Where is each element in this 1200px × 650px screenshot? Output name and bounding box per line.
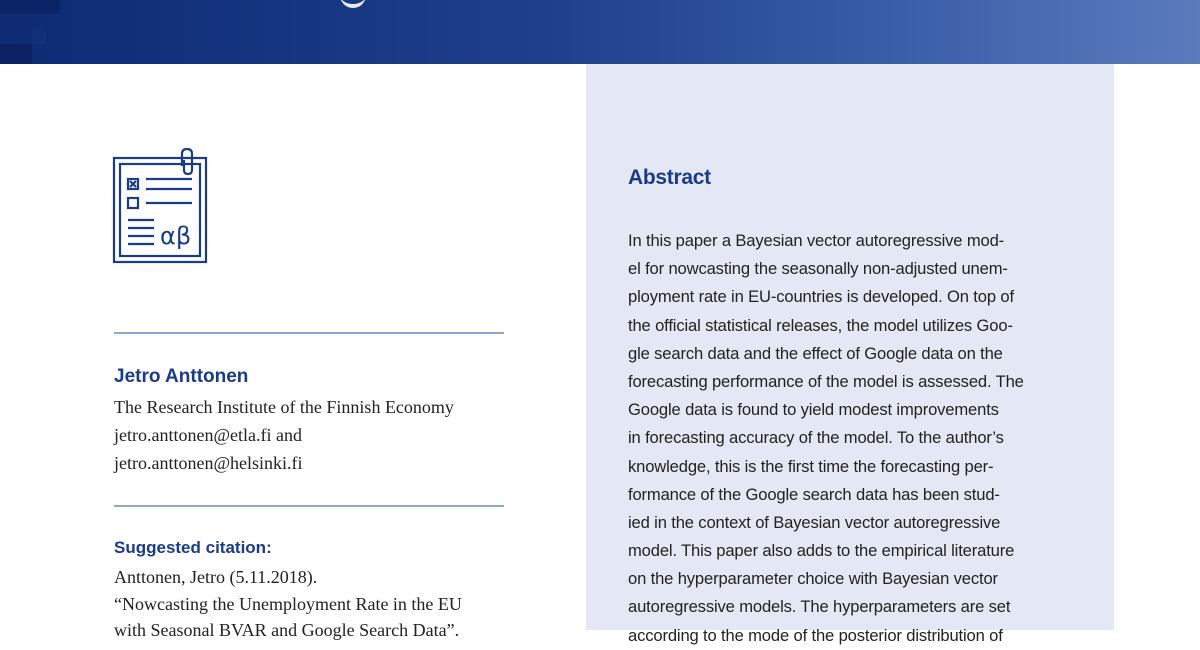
abstract-heading: Abstract bbox=[628, 166, 711, 189]
citation-heading: Suggested citation: bbox=[114, 538, 272, 557]
citation-line: Anttonen, Jetro (5.11.2018). bbox=[114, 567, 318, 587]
abstract-line: the official statistical releases, the model utilizes Goo- bbox=[628, 315, 1013, 335]
abstract-body bbox=[628, 227, 1074, 650]
banner-square-decoration bbox=[0, 0, 60, 14]
abstract-line: In this paper a Bayesian vector autoregressive mod- bbox=[628, 231, 1005, 250]
greek-letters: αβ bbox=[160, 222, 192, 250]
abstract-line: according to the mode of the posterior distribution of bbox=[628, 625, 1003, 645]
abstract-line: in forecasting accuracy of the model. To the author’s bbox=[628, 428, 1004, 448]
abstract-line: model. This paper also adds to the empirical literature bbox=[628, 541, 1015, 561]
divider-rule bbox=[114, 332, 504, 334]
abstract-line: on the hyperparameter choice with Bayesian vector bbox=[628, 569, 998, 589]
banner-square-decoration bbox=[0, 44, 32, 64]
author-name: Jetro Anttonen bbox=[114, 366, 249, 387]
header-banner bbox=[0, 0, 1200, 64]
abstract-line: forecasting performance of the model is assessed. The bbox=[628, 371, 1024, 391]
document-icon bbox=[112, 148, 212, 266]
abstract-line: el for nowcasting the seasonally non-adjusted unem- bbox=[628, 259, 1008, 279]
author-email-1: jetro.anttonen@etla.fi and bbox=[114, 425, 303, 445]
author-email-2: jetro.anttonen@helsinki.fi bbox=[114, 453, 303, 473]
citation-line: with Seasonal BVAR and Google Search Data”. bbox=[114, 620, 460, 640]
abstract-line: Google data is found to yield modest improvements bbox=[628, 400, 999, 420]
abstract-line: ployment rate in EU-countries is developed. On top of bbox=[628, 287, 1014, 307]
divider-rule bbox=[114, 505, 504, 507]
abstract-line: gle search data and the effect of Google data on the bbox=[628, 343, 1003, 363]
abstract-line: ied in the context of Bayesian vector autoregressive bbox=[628, 512, 1001, 532]
abstract-line: autoregressive models. The hyperparameters are set bbox=[628, 597, 1011, 617]
banner-square-decoration bbox=[32, 30, 46, 44]
citation-line: “Nowcasting the Unemployment Rate in the EU bbox=[114, 594, 462, 614]
banner-title-fragment bbox=[340, 0, 366, 8]
abstract-line: knowledge, this is the first time the forecasting per- bbox=[628, 456, 994, 476]
author-affiliation: The Research Institute of the Finnish Economy bbox=[114, 397, 454, 417]
abstract-line: formance of the Google search data has been stud- bbox=[628, 484, 1000, 504]
